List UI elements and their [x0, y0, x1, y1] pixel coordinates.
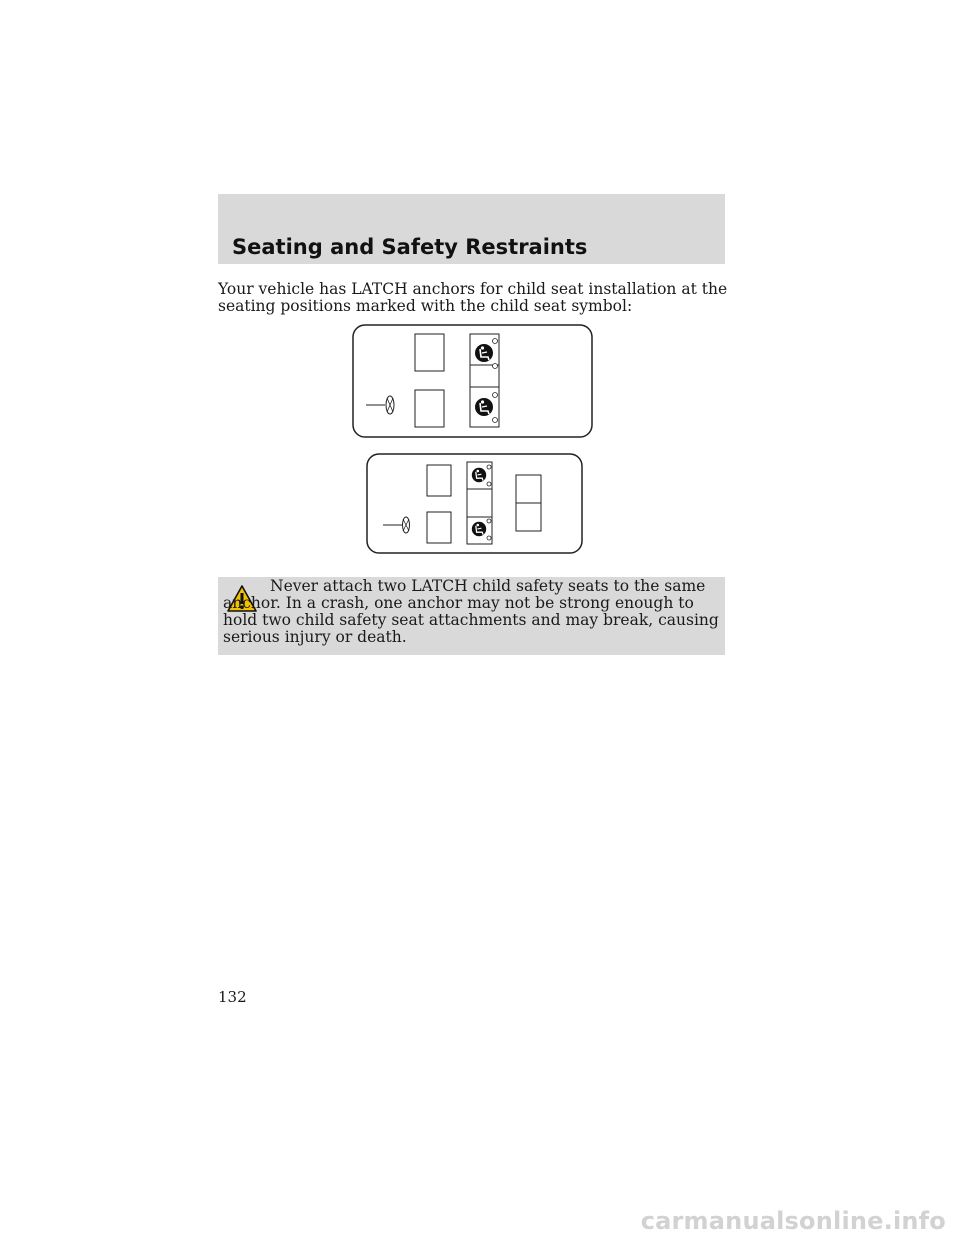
front-seat-passenger — [415, 334, 444, 371]
latch-anchor-icon — [493, 418, 498, 423]
section-title: Seating and Safety Restraints — [232, 235, 588, 259]
front-seat-passenger — [427, 465, 451, 496]
latch-anchor-icon — [493, 339, 498, 344]
page-number: 132 — [218, 988, 247, 1006]
child-seat-symbol-icon — [475, 344, 493, 362]
diagram-two-row-vehicle — [353, 325, 592, 437]
warning-box — [218, 577, 725, 655]
watermark: carmanualsonline.info — [640, 1207, 946, 1235]
warning-text: Never attach two LATCH child safety seats to the same anchor. In a crash, one anchor may not be strong enough to hold two child safety seat attachments and may break, causing serious injury or death. — [223, 577, 719, 646]
child-seat-symbol-icon — [472, 522, 486, 536]
intro-paragraph: Your vehicle has LATCH anchors for child seat installation at the seating positions marked with the child seat symbol: — [218, 280, 728, 315]
latch-anchor-icon — [493, 393, 498, 398]
front-seat-driver — [415, 390, 444, 427]
latch-anchor-icon — [487, 465, 491, 469]
child-seat-symbol-icon — [472, 468, 486, 482]
latch-anchor-icon — [487, 519, 491, 523]
child-seat-symbol-icon — [475, 398, 493, 416]
front-seat-driver — [427, 512, 451, 543]
latch-anchor-icon — [487, 482, 491, 486]
latch-anchor-icon — [487, 536, 491, 540]
diagram-three-row-vehicle — [367, 454, 582, 553]
latch-anchor-icon — [493, 364, 498, 369]
